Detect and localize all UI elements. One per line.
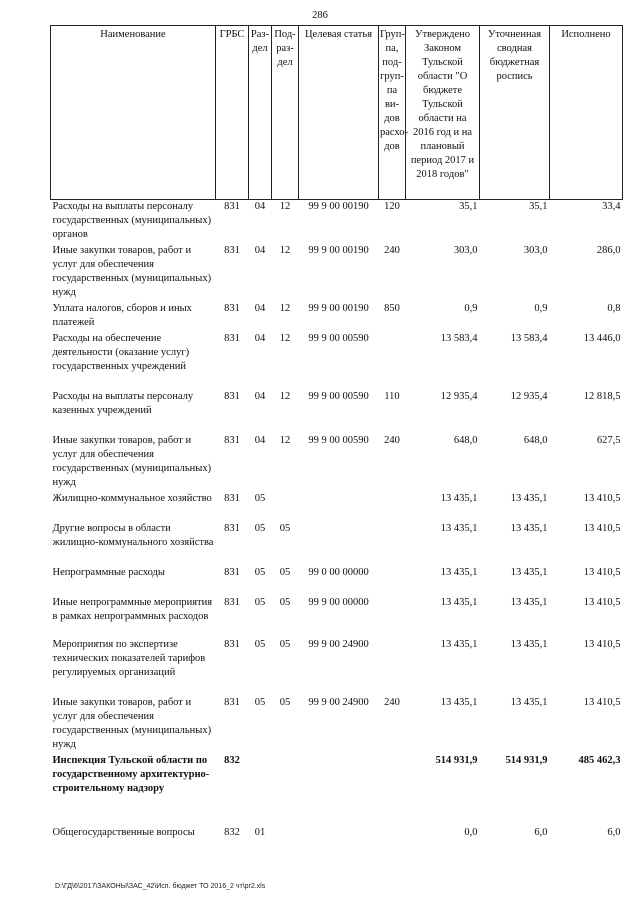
cell-section: 05 bbox=[254, 696, 266, 708]
cell-revised: 6,0 bbox=[534, 826, 548, 838]
cell-name: Другие вопросы в области жилищно-коммунального хозяйства bbox=[52, 522, 214, 548]
cell-revised: 13 435,1 bbox=[510, 638, 548, 650]
cell-executed: 627,5 bbox=[596, 434, 621, 446]
table-row bbox=[51, 434, 623, 492]
cell-subsection: 12 bbox=[279, 201, 291, 212]
cell-group: 850 bbox=[384, 302, 400, 314]
table-row bbox=[51, 638, 623, 696]
cell-group bbox=[379, 566, 406, 596]
cell-revised: 514 931,9 bbox=[505, 754, 548, 766]
cell-group bbox=[379, 638, 406, 696]
table-row bbox=[51, 826, 623, 856]
cell-approved: 13 435,1 bbox=[440, 492, 478, 504]
cell-executed: 13 410,5 bbox=[583, 492, 621, 504]
cell-name: Расходы на обеспечение деятельности (оказание услуг) государственных учреждений bbox=[52, 332, 190, 372]
cell-subsection: 05 bbox=[279, 638, 291, 650]
cell-section: 04 bbox=[254, 434, 266, 446]
cell-name: Иные закупки товаров, работ и услуг для обеспечения государственных (муниципальных) нужд bbox=[52, 244, 212, 298]
cell-section: 04 bbox=[254, 390, 266, 402]
cell-grbs: 831 bbox=[224, 596, 240, 608]
cell-grbs: 831 bbox=[224, 332, 240, 344]
cell-executed: 0,8 bbox=[607, 302, 621, 314]
header-approved: Утверждено Законом Тульской области "О бюджете Тульской области на 2016 год и на плановый период 2017 и 2018 годов" bbox=[406, 26, 480, 200]
cell-target: 99 9 00 24900 bbox=[308, 638, 369, 650]
cell-section: 05 bbox=[254, 596, 266, 608]
cell-section: 04 bbox=[254, 244, 266, 256]
header-subsection: Под-раз-дел bbox=[272, 26, 299, 200]
cell-subsection: 05 bbox=[279, 566, 291, 578]
cell-executed: 6,0 bbox=[607, 826, 621, 838]
table-row bbox=[51, 522, 623, 566]
cell-target: 99 9 00 00590 bbox=[308, 434, 369, 446]
cell-target bbox=[299, 522, 379, 566]
table-row bbox=[51, 244, 623, 302]
table-row bbox=[51, 596, 623, 638]
cell-grbs: 831 bbox=[224, 201, 240, 212]
cell-name: Иные закупки товаров, работ и услуг для обеспечения государственных (муниципальных) нужд bbox=[52, 696, 212, 750]
table-row bbox=[51, 492, 623, 522]
cell-subsection: 12 bbox=[279, 302, 291, 314]
cell-revised: 648,0 bbox=[523, 434, 548, 446]
cell-group bbox=[379, 492, 406, 522]
cell-target: 99 0 00 00000 bbox=[308, 566, 369, 578]
cell-target bbox=[299, 826, 379, 856]
cell-name: Иные непрограммные мероприятия в рамках непрограммных расходов bbox=[52, 596, 213, 622]
cell-subsection: 12 bbox=[279, 390, 291, 402]
cell-approved: 514 931,9 bbox=[435, 754, 478, 766]
cell-revised: 12 935,4 bbox=[510, 390, 548, 402]
cell-revised: 13 435,1 bbox=[510, 566, 548, 578]
cell-revised: 35,1 bbox=[529, 201, 548, 212]
cell-section: 05 bbox=[254, 566, 266, 578]
cell-executed: 13 410,5 bbox=[583, 522, 621, 534]
cell-target bbox=[299, 754, 379, 826]
cell-grbs: 831 bbox=[224, 696, 240, 708]
cell-grbs: 831 bbox=[224, 302, 240, 314]
cell-revised: 303,0 bbox=[523, 244, 548, 256]
cell-revised: 13 435,1 bbox=[510, 492, 548, 504]
cell-grbs: 831 bbox=[224, 522, 240, 534]
cell-grbs: 831 bbox=[224, 434, 240, 446]
cell-group: 120 bbox=[384, 201, 400, 212]
cell-executed: 33,4 bbox=[602, 201, 621, 212]
cell-approved: 0,9 bbox=[464, 302, 478, 314]
cell-grbs: 831 bbox=[224, 492, 240, 504]
cell-name: Иные закупки товаров, работ и услуг для обеспечения государственных (муниципальных) нужд bbox=[52, 434, 212, 488]
cell-group bbox=[379, 754, 406, 826]
table-row bbox=[51, 390, 623, 434]
table-row bbox=[51, 200, 623, 244]
cell-section bbox=[249, 754, 272, 826]
cell-revised: 13 583,4 bbox=[510, 332, 548, 344]
cell-executed: 13 446,0 bbox=[583, 332, 621, 344]
header-executed: Исполнено bbox=[550, 26, 623, 200]
cell-section: 05 bbox=[254, 522, 266, 534]
cell-subsection: 12 bbox=[279, 332, 291, 344]
cell-subsection: 12 bbox=[279, 434, 291, 446]
cell-executed: 12 818,5 bbox=[583, 390, 621, 402]
cell-name: Расходы на выплаты персоналу казенных учреждений bbox=[52, 390, 194, 416]
cell-group bbox=[379, 596, 406, 638]
table-row bbox=[51, 754, 623, 826]
cell-approved: 0,0 bbox=[464, 826, 478, 838]
cell-executed: 13 410,5 bbox=[583, 696, 621, 708]
page-number: 286 bbox=[312, 10, 328, 21]
cell-subsection: 12 bbox=[279, 244, 291, 256]
cell-target: 99 9 00 00590 bbox=[308, 390, 369, 402]
footer-file-path: D:\ГД\6\2017\ЗАКОНЫ\ЗАС_42\Исп. бюджет ТО 2016_2 чт\pr2.xls bbox=[55, 883, 266, 890]
header-row bbox=[51, 26, 623, 200]
cell-executed: 13 410,5 bbox=[583, 566, 621, 578]
cell-target: 99 9 00 24900 bbox=[308, 696, 369, 708]
cell-grbs: 831 bbox=[224, 390, 240, 402]
cell-approved: 303,0 bbox=[453, 244, 478, 256]
cell-approved: 13 435,1 bbox=[440, 638, 478, 650]
cell-revised: 13 435,1 bbox=[510, 696, 548, 708]
cell-group bbox=[379, 826, 406, 856]
cell-executed: 485 462,3 bbox=[578, 754, 621, 766]
cell-target: 99 9 00 00190 bbox=[308, 244, 369, 256]
cell-approved: 13 435,1 bbox=[440, 566, 478, 578]
cell-name: Инспекция Тульской области по государственному архитектурно-строительному надзору bbox=[52, 754, 210, 794]
table-body bbox=[51, 200, 623, 856]
cell-name: Жилищно-коммунальное хозяйство bbox=[52, 492, 212, 504]
table-row bbox=[51, 696, 623, 754]
cell-target: 99 9 00 00190 bbox=[308, 201, 369, 212]
header-name: Наименование bbox=[51, 26, 216, 200]
cell-group bbox=[379, 522, 406, 566]
cell-approved: 12 935,4 bbox=[440, 390, 478, 402]
cell-subsection: 05 bbox=[279, 696, 291, 708]
header-group: Груп-па, под-груп-па ви-дов расхо-дов bbox=[379, 26, 406, 200]
cell-approved: 35,1 bbox=[459, 201, 478, 212]
cell-subsection bbox=[272, 492, 299, 522]
cell-executed: 13 410,5 bbox=[583, 596, 621, 608]
cell-approved: 648,0 bbox=[453, 434, 478, 446]
header-target: Целевая статья bbox=[299, 26, 379, 200]
table-row bbox=[51, 566, 623, 596]
cell-grbs: 831 bbox=[224, 566, 240, 578]
cell-name: Уплата налогов, сборов и иных платежей bbox=[52, 302, 192, 328]
cell-group bbox=[379, 332, 406, 390]
cell-section: 04 bbox=[254, 302, 266, 314]
cell-section: 05 bbox=[254, 638, 266, 650]
cell-subsection bbox=[272, 826, 299, 856]
table-row bbox=[51, 302, 623, 332]
table-row bbox=[51, 332, 623, 390]
cell-subsection bbox=[272, 754, 299, 826]
cell-group: 240 bbox=[384, 434, 400, 446]
cell-approved: 13 435,1 bbox=[440, 696, 478, 708]
cell-approved: 13 583,4 bbox=[440, 332, 478, 344]
cell-name: Мероприятия по экспертизе технических показателей тарифов регулируемых организаций bbox=[52, 638, 206, 678]
cell-name: Расходы на выплаты персоналу государственных (муниципальных) органов bbox=[52, 201, 212, 240]
cell-revised: 13 435,1 bbox=[510, 596, 548, 608]
cell-target: 99 9 00 00590 bbox=[308, 332, 369, 344]
cell-group: 240 bbox=[384, 244, 400, 256]
cell-name: Общегосударственные вопросы bbox=[52, 826, 195, 838]
header-grbs: ГРБС bbox=[216, 26, 249, 200]
cell-grbs: 831 bbox=[224, 638, 240, 650]
cell-grbs: 831 bbox=[224, 244, 240, 256]
budget-table bbox=[50, 25, 623, 856]
cell-grbs: 832 bbox=[224, 754, 240, 766]
header-section: Раз-дел bbox=[249, 26, 272, 200]
cell-executed: 13 410,5 bbox=[583, 638, 621, 650]
header-revised: Уточненная сводная бюджетная роспись bbox=[480, 26, 550, 200]
cell-section: 04 bbox=[254, 201, 266, 212]
cell-approved: 13 435,1 bbox=[440, 522, 478, 534]
cell-target: 99 9 00 00000 bbox=[308, 596, 369, 608]
cell-section: 04 bbox=[254, 332, 266, 344]
cell-group: 240 bbox=[384, 696, 400, 708]
cell-target: 99 9 00 00190 bbox=[308, 302, 369, 314]
cell-section: 01 bbox=[254, 826, 266, 838]
cell-section: 05 bbox=[254, 492, 266, 504]
cell-grbs: 832 bbox=[224, 826, 240, 838]
cell-group: 110 bbox=[384, 390, 400, 402]
cell-executed: 286,0 bbox=[596, 244, 621, 256]
cell-approved: 13 435,1 bbox=[440, 596, 478, 608]
cell-name: Непрограммные расходы bbox=[52, 566, 165, 578]
cell-subsection: 05 bbox=[279, 596, 291, 608]
cell-subsection: 05 bbox=[279, 522, 291, 534]
cell-revised: 0,9 bbox=[534, 302, 548, 314]
cell-revised: 13 435,1 bbox=[510, 522, 548, 534]
cell-target bbox=[299, 492, 379, 522]
